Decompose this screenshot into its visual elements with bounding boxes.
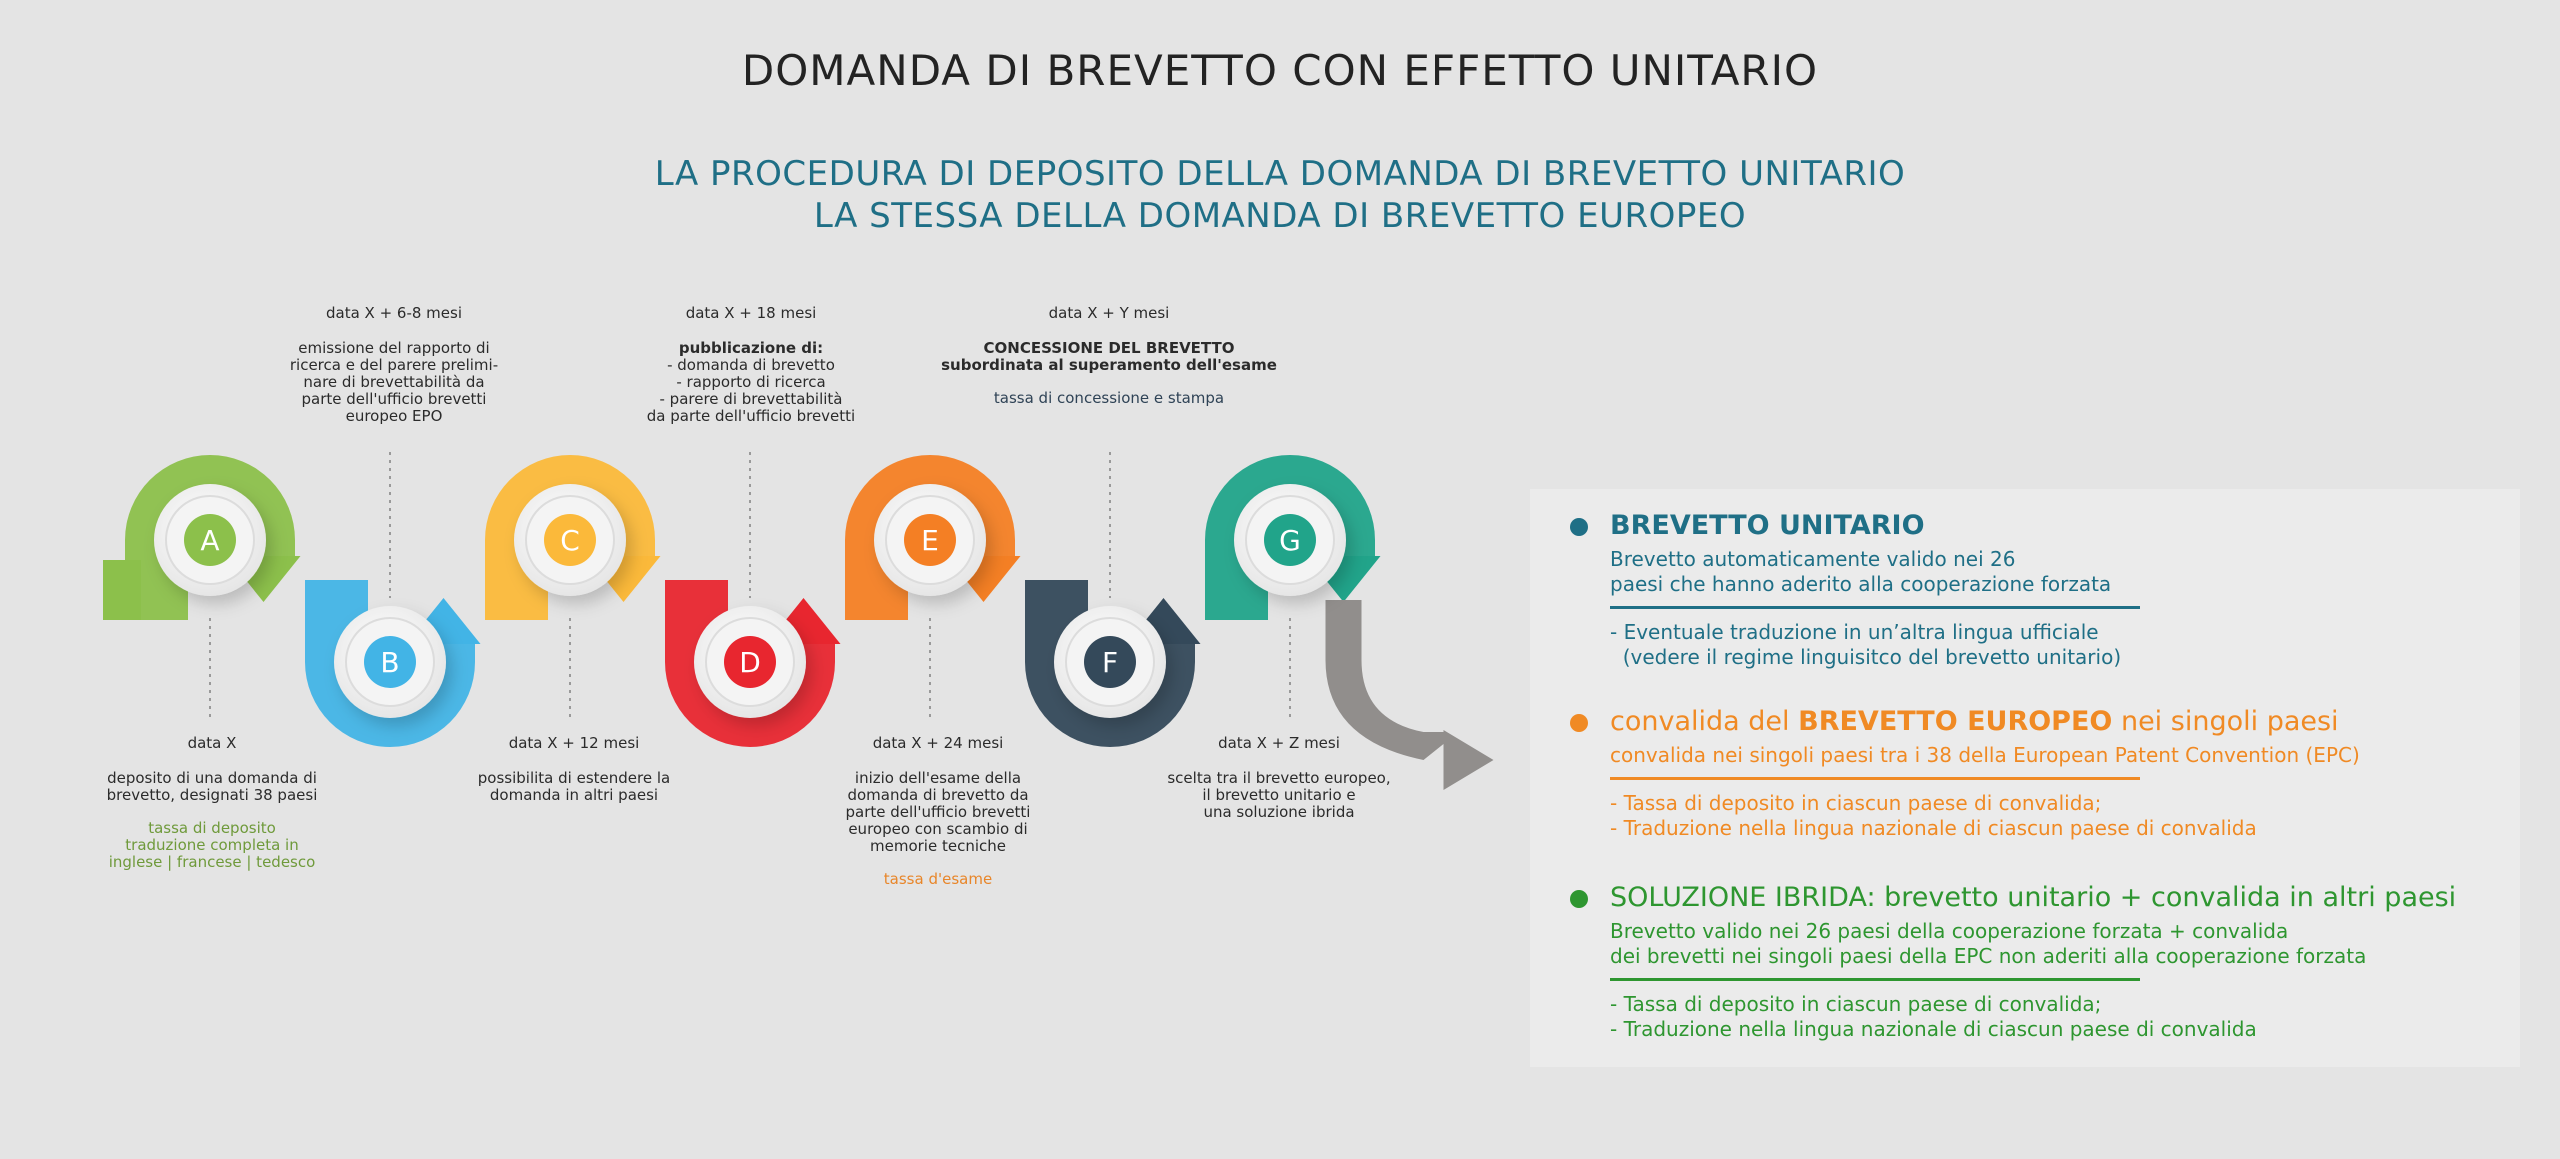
node-letter-a: A bbox=[200, 524, 220, 557]
section-brevetto-europeo bbox=[1610, 705, 2490, 841]
section-europeo-heading bbox=[1610, 705, 2490, 739]
section-unitario-notes: - Eventuale traduzione in un’altra lingua ufficiale (vedere il regime linguisitco del brevetto unitario) bbox=[1610, 620, 2122, 669]
annotation-f-head: CONCESSIONE DEL BREVETTO subordinata al superamento dell'esame bbox=[941, 339, 1277, 374]
subtitle-line-2: LA STESSA DELLA DOMANDA DI BREVETTO EUROPEO bbox=[813, 196, 1747, 236]
section-europeo-body: convalida nei singoli paesi tra i 38 della European Patent Convention (EPC) bbox=[1610, 743, 2360, 767]
node-letter-b: B bbox=[380, 646, 400, 679]
section-europeo-heading-bold: BREVETTO EUROPEO bbox=[1798, 706, 2113, 737]
ribbon-tail-a bbox=[103, 560, 141, 620]
section-europeo-heading-pre: convalida del bbox=[1610, 706, 1799, 737]
node-letter-e: E bbox=[921, 524, 939, 557]
step-node-g bbox=[1234, 484, 1346, 596]
annotation-b bbox=[274, 305, 514, 425]
annotation-b-desc: emissione del rapporto di ricerca e del parere prelimi- nare di brevettabilità da parte dell'ufficio brevetti europeo EPO bbox=[289, 339, 499, 425]
node-letter-g: G bbox=[1279, 524, 1301, 557]
annotation-c bbox=[454, 735, 694, 804]
step-node-d bbox=[694, 606, 806, 718]
section-ibrida-heading: SOLUZIONE IBRIDA: brevetto unitario + convalida in altri paesi bbox=[1610, 882, 2457, 913]
annotation-d-desc: - domanda di brevetto - rapporto di ricerca - parere di brevettabilità da parte dell'ufficio brevetti bbox=[646, 356, 856, 425]
step-node-a bbox=[154, 484, 266, 596]
node-letter-c: C bbox=[560, 524, 580, 557]
subtitle-line-1: LA PROCEDURA DI DEPOSITO DELLA DOMANDA DI BREVETTO UNITARIO bbox=[654, 154, 1906, 194]
section-brevetto-unitario bbox=[1610, 509, 2490, 670]
node-letter-d: D bbox=[739, 646, 761, 679]
annotation-d bbox=[631, 305, 871, 425]
annotation-c-desc: possibilita di estendere la domanda in altri paesi bbox=[477, 769, 671, 804]
annotation-e-desc: inizio dell'esame della domanda di brevetto da parte dell'ufficio brevetti europeo con scambio di memorie tecniche bbox=[845, 769, 1031, 855]
bullet-dot-teal bbox=[1570, 518, 1588, 536]
annotation-a bbox=[92, 735, 332, 871]
annotation-a-fee: tassa di deposito traduzione completa in inglese | francese | tedesco bbox=[108, 819, 316, 871]
step-node-e bbox=[874, 484, 986, 596]
annotation-f bbox=[929, 305, 1289, 407]
annotation-e bbox=[818, 735, 1058, 888]
annotation-e-date: data X + 24 mesi bbox=[872, 734, 1004, 752]
section-ibrida-divider bbox=[1610, 978, 2140, 981]
annotation-g-date: data X + Z mesi bbox=[1218, 734, 1340, 752]
step-node-f bbox=[1054, 606, 1166, 718]
section-unitario-heading: BREVETTO UNITARIO bbox=[1610, 510, 1925, 541]
section-unitario-body: Brevetto automaticamente valido nei 26 paesi che hanno aderito alla cooperazione forzata bbox=[1610, 547, 2112, 596]
annotation-f-date: data X + Y mesi bbox=[1048, 304, 1170, 322]
section-ibrida-body: Brevetto valido nei 26 paesi della cooperazione forzata + convalida dei brevetti nei singoli paesi della EPC non aderiti alla cooperazione forzata bbox=[1610, 919, 2367, 968]
annotation-d-head: pubblicazione di: bbox=[678, 339, 824, 357]
annotation-e-fee: tassa d'esame bbox=[883, 870, 993, 888]
section-ibrida-notes: - Tassa di deposito in ciascun paese di convalida; - Traduzione nella lingua nazionale di ciascun paese di convalida bbox=[1610, 992, 2257, 1041]
section-europeo-heading-post: nei singoli paesi bbox=[2112, 706, 2339, 737]
section-europeo-divider bbox=[1610, 777, 2140, 780]
step-node-b bbox=[334, 606, 446, 718]
step-node-c bbox=[514, 484, 626, 596]
outcomes-panel bbox=[1530, 489, 2520, 1067]
bullet-dot-green bbox=[1570, 890, 1588, 908]
bullet-dot-orange bbox=[1570, 714, 1588, 732]
annotation-a-date: data X bbox=[187, 734, 237, 752]
section-soluzione-ibrida bbox=[1610, 881, 2490, 1042]
page-title: DOMANDA DI BREVETTO CON EFFETTO UNITARIO bbox=[741, 46, 1819, 95]
annotation-g bbox=[1149, 735, 1409, 821]
annotation-d-date: data X + 18 mesi bbox=[685, 304, 817, 322]
section-europeo-notes: - Tassa di deposito in ciascun paese di convalida; - Traduzione nella lingua nazionale di ciascun paese di convalida bbox=[1610, 791, 2257, 840]
annotation-f-fee: tassa di concessione e stampa bbox=[993, 389, 1225, 407]
annotation-a-desc: deposito di una domanda di brevetto, designati 38 paesi bbox=[106, 769, 318, 804]
annotation-g-desc: scelta tra il brevetto europeo, il brevetto unitario e una soluzione ibrida bbox=[1167, 769, 1391, 821]
annotation-c-date: data X + 12 mesi bbox=[508, 734, 640, 752]
section-unitario-divider bbox=[1610, 606, 2140, 609]
annotation-b-date: data X + 6-8 mesi bbox=[325, 304, 463, 322]
node-letter-f: F bbox=[1101, 646, 1119, 679]
